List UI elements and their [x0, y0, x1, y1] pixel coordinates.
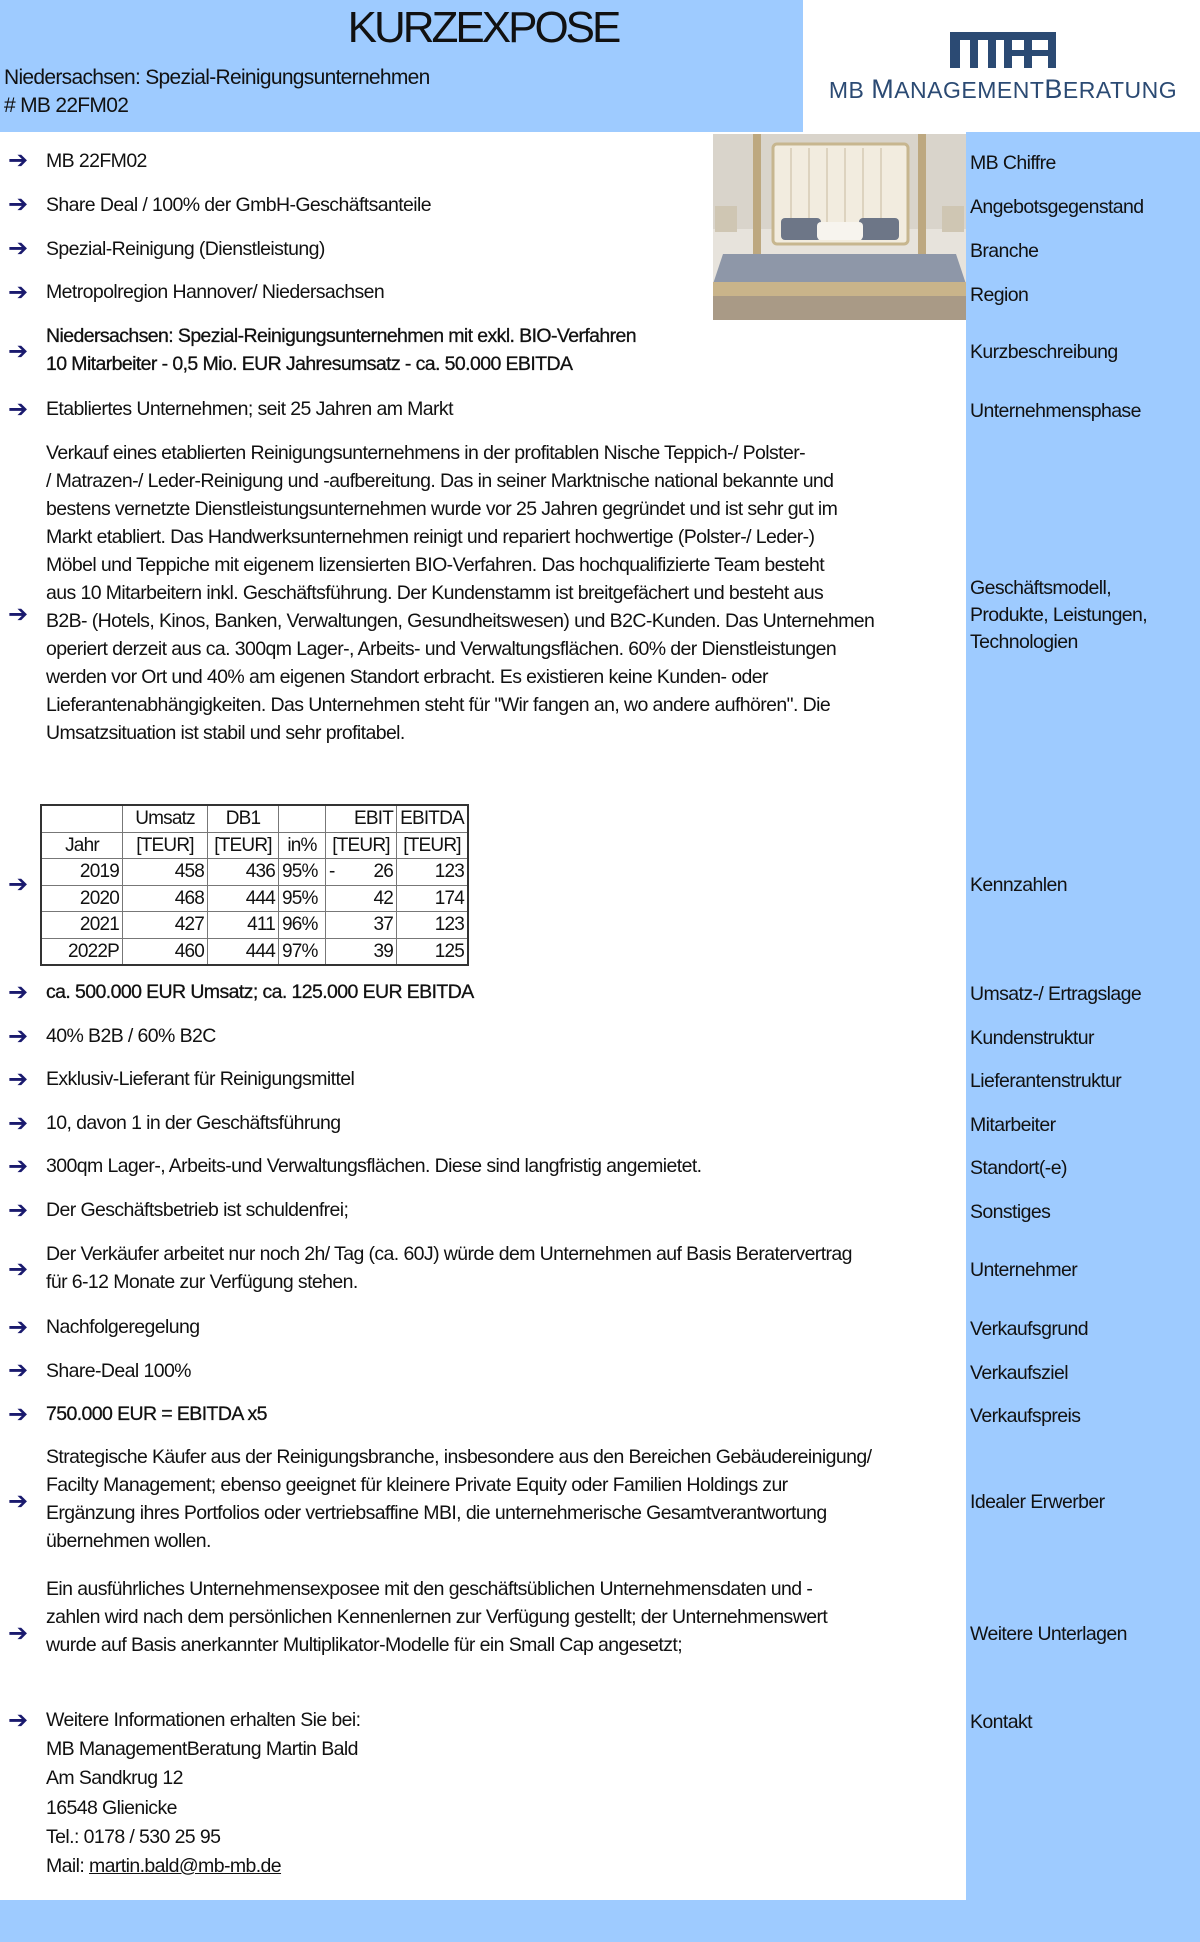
table-header-row: [41, 805, 468, 832]
financials-table: [40, 804, 469, 966]
chiffre-value: MB 22FM02: [46, 150, 147, 172]
modell-line: Markt etabliert. Das Handwerksunternehmen reinigt und repariert hochwertige (Polster-/ Leder-): [46, 526, 815, 548]
standort-value: 300qm Lager-, Arbeits-und Verwaltungsflächen. Diese sind langfristig angemietet.: [46, 1155, 702, 1177]
table-row: [41, 859, 468, 886]
unterlagen-line: wurde auf Basis anerkannter Multiplikator-Modelle für ein Small Cap angesetzt;: [46, 1634, 683, 1656]
mb-logo-icon: [948, 30, 1058, 70]
standort-label: Standort(-e): [970, 1157, 1067, 1179]
chiffre-heading: # MB 22FM02: [4, 94, 129, 117]
modell-label-line: Produkte, Leistungen,: [970, 604, 1148, 626]
modell-label-line: Geschäftsmodell,: [970, 577, 1112, 599]
modell-line: werden vor Ort und 40% am eigenen Standort erbracht. Es existieren keine Kunden- oder: [46, 666, 768, 688]
table-cell: 468: [123, 885, 208, 912]
modell-line: Möbel und Teppiche mit eigenem lizensierten BIO-Verfahren. Das hochqualifizierte Team besteht: [46, 554, 825, 576]
right-arrow-icon: ➔: [8, 279, 29, 306]
table-cell: 2021: [41, 912, 123, 939]
table-cell: 460: [123, 938, 208, 965]
grund-label: Verkaufsgrund: [970, 1318, 1088, 1340]
modell-line: Verkauf eines etablierten Reinigungsunternehmens in der profitablen Nische Teppich-/ Polster-: [46, 442, 805, 464]
logo-text-eratung: ERATUNG: [1062, 77, 1178, 103]
logo-text-mb: MB: [828, 77, 865, 103]
chiffre-label: MB Chiffre: [970, 152, 1056, 174]
preis-label: Verkaufspreis: [970, 1405, 1081, 1427]
right-arrow-icon: ➔: [8, 1314, 29, 1341]
modell-line: Lieferantenabhängigkeiten. Das Unternehmen steht für "Wir fangen an, wo andere aufhören". Die: [46, 694, 831, 716]
kontakt-block: [46, 1706, 360, 1881]
table-cell: 39: [326, 938, 397, 965]
bed-photo: [713, 134, 966, 320]
right-arrow-icon: ➔: [8, 396, 29, 423]
table-row: [41, 912, 468, 939]
table-cell: 96%: [279, 912, 326, 939]
right-arrow-icon: ➔: [8, 147, 29, 174]
kunden-label: Kundenstruktur: [970, 1027, 1094, 1049]
footer-band: [0, 1900, 1200, 1942]
modell-line: Umsatzsituation ist stabil und sehr profitabel.: [46, 722, 405, 744]
right-arrow-icon: ➔: [8, 338, 29, 365]
table-cell: 444: [208, 938, 279, 965]
kurz-value-line-1: Niedersachsen: Spezial-Reinigungsunternehmen mit exkl. BIO-Verfahren: [46, 325, 637, 347]
table-cell: 2020: [41, 885, 123, 912]
right-arrow-icon: ➔: [8, 1707, 29, 1734]
right-arrow-icon: ➔: [8, 1110, 29, 1137]
right-arrow-icon: ➔: [8, 1488, 29, 1515]
table-cell: 123: [397, 859, 469, 886]
table-cell: 2022P: [41, 938, 123, 965]
modell-line: aus 10 Mitarbeitern inkl. Geschäftsführung. Der Kundenstamm ist breitgefächert und besteht aus: [46, 582, 824, 604]
table-cell: 97%: [279, 938, 326, 965]
table-cell: 37: [326, 912, 397, 939]
table-cell: 411: [208, 912, 279, 939]
kontakt-line: Am Sandkrug 12: [46, 1767, 183, 1790]
logo-text-anagement: ANAGEMENT: [894, 77, 1045, 103]
right-arrow-icon: ➔: [8, 1153, 29, 1180]
angebot-label: Angebotsgegenstand: [970, 196, 1144, 218]
umsatz-value: ca. 500.000 EUR Umsatz; ca. 125.000 EUR EBITDA: [46, 981, 474, 1003]
lieferanten-label: Lieferantenstruktur: [970, 1070, 1122, 1092]
table-cell: 436: [208, 859, 279, 886]
logo-wordmark: [818, 74, 1188, 105]
logo-text-m: M: [871, 74, 895, 104]
lieferanten-value: Exklusiv-Lieferant für Reinigungsmittel: [46, 1068, 355, 1090]
ziel-label: Verkaufsziel: [970, 1362, 1068, 1384]
table-cell: [326, 859, 397, 886]
kontakt-line: Weitere Informationen erhalten Sie bei:: [46, 1709, 361, 1731]
modell-line: bestens vernetzte Dienstleistungsunternehmen wurde vor 25 Jahren gegründet und ist sehr gut im: [46, 498, 838, 520]
ziel-value: Share-Deal 100%: [46, 1360, 191, 1382]
table-header-cell: EBITDA: [397, 805, 469, 832]
right-arrow-icon: ➔: [8, 1620, 29, 1647]
table-cell: 458: [123, 859, 208, 886]
kontakt-label: Kontakt: [970, 1711, 1032, 1733]
table-cell: 95%: [279, 885, 326, 912]
email-link[interactable]: martin.bald@mb-mb.de: [89, 1855, 282, 1878]
erwerber-line: Strategische Käufer aus der Reinigungsbranche, insbesondere aus den Bereichen Gebäudereinigung/: [46, 1446, 872, 1468]
unterlagen-line: Ein ausführliches Unternehmensexposee mit den geschäftsüblichen Unternehmensdaten und -: [46, 1578, 813, 1600]
erwerber-label: Idealer Erwerber: [970, 1491, 1105, 1513]
table-header-cell: [41, 805, 123, 832]
table-row: [41, 938, 468, 965]
sonstiges-label: Sonstiges: [970, 1201, 1051, 1223]
right-arrow-icon: ➔: [8, 191, 29, 218]
unternehmer-label: Unternehmer: [970, 1259, 1078, 1281]
table-cell-value: 26: [373, 861, 393, 883]
branche-value: Spezial-Reinigung (Dienstleistung): [46, 238, 325, 260]
modell-line: operiert derzeit aus ca. 300qm Lager-, Arbeits- und Verwaltungsflächen. 60% der Dienstleistungen: [46, 638, 837, 660]
unterlagen-paragraph: [46, 1575, 827, 1659]
right-arrow-icon: ➔: [8, 1401, 29, 1428]
kennzahlen-label: Kennzahlen: [970, 874, 1068, 896]
table-header-cell: [TEUR]: [208, 832, 279, 859]
phase-value: Etabliertes Unternehmen; seit 25 Jahren am Markt: [46, 398, 453, 420]
mail-prefix: Mail:: [46, 1855, 89, 1878]
kurz-label: Kurzbeschreibung: [970, 341, 1118, 363]
unterlagen-label: Weitere Unterlagen: [970, 1623, 1127, 1645]
table-header-cell: [TEUR]: [326, 832, 397, 859]
right-arrow-icon: ➔: [8, 1256, 29, 1283]
mitarbeiter-label: Mitarbeiter: [970, 1114, 1056, 1136]
right-arrow-icon: ➔: [8, 1023, 29, 1050]
table-cell: 2019: [41, 859, 123, 886]
umsatz-label: Umsatz-/ Ertragslage: [970, 983, 1142, 1005]
right-arrow-icon: ➔: [8, 1357, 29, 1384]
table-header-cell: EBIT: [326, 805, 397, 832]
modell-label-line: Technologien: [970, 631, 1078, 653]
table-header-cell: [279, 805, 326, 832]
modell-line: / Matrazen-/ Leder-Reinigung und -aufbereitung. Das in seiner Marktnische national bekannte und: [46, 470, 834, 492]
table-cell: 95%: [279, 859, 326, 886]
phase-label: Unternehmensphase: [970, 400, 1141, 422]
branche-label: Branche: [970, 240, 1039, 262]
table-header-cell: [TEUR]: [397, 832, 469, 859]
region-value: Metropolregion Hannover/ Niedersachsen: [46, 281, 385, 303]
table-cell: 174: [397, 885, 469, 912]
kurz-value-line-2: 10 Mitarbeiter - 0,5 Mio. EUR Jahresumsatz - ca. 50.000 EBITDA: [46, 353, 573, 375]
table-cell: 444: [208, 885, 279, 912]
table-header-cell: in%: [279, 832, 326, 859]
table-cell-sign: -: [329, 861, 335, 883]
right-arrow-icon: ➔: [8, 871, 29, 898]
table-row: [41, 885, 468, 912]
kontakt-line: MB ManagementBeratung Martin Bald: [46, 1738, 358, 1761]
kontakt-line: 16548 Glienicke: [46, 1796, 177, 1819]
table-cell: 42: [326, 885, 397, 912]
logo-text-b: B: [1044, 74, 1063, 104]
grund-value: Nachfolgeregelung: [46, 1316, 200, 1338]
region-label: Region: [970, 284, 1029, 306]
company-logo: [818, 28, 1188, 108]
table-cell: 123: [397, 912, 469, 939]
erwerber-paragraph: [46, 1443, 871, 1555]
right-arrow-icon: ➔: [8, 1197, 29, 1224]
modell-paragraph: [46, 439, 874, 747]
preis-value: 750.000 EUR = EBITDA x5: [46, 1403, 267, 1425]
kontakt-mail-line: [46, 1852, 360, 1881]
erwerber-line: Ergänzung ihres Portfolios oder vertriebsaffine MBI, die unternehmerische Gesamtverantwortung: [46, 1502, 827, 1524]
table-header-cell: DB1: [208, 805, 279, 832]
angebot-value: Share Deal / 100% der GmbH-Geschäftsanteile: [46, 194, 431, 216]
right-arrow-icon: ➔: [8, 235, 29, 262]
table-header-cell: Jahr: [41, 832, 123, 859]
page-subtitle: Niedersachsen: Spezial-Reinigungsunternehmen: [4, 66, 430, 89]
modell-line: B2B- (Hotels, Kinos, Banken, Verwaltungen, Gesundheitswesen) und B2C-Kunden. Das Unternehmen: [46, 610, 875, 632]
unternehmer-value-line-1: Der Verkäufer arbeitet nur noch 2h/ Tag (ca. 60J) würde dem Unternehmen auf Basis Beratervertrag: [46, 1243, 852, 1265]
unternehmer-value-line-2: für 6-12 Monate zur Verfügung stehen.: [46, 1271, 358, 1293]
modell-label: [970, 575, 1147, 656]
kontakt-line: Tel.: 0178 / 530 25 95: [46, 1825, 221, 1848]
erwerber-line: Facilty Management; ebenso geeignet für kleinere Private Equity oder Familien Holdings zur: [46, 1474, 788, 1496]
table-cell: 125: [397, 938, 469, 965]
table-header-row: [41, 832, 468, 859]
right-arrow-icon: ➔: [8, 979, 29, 1006]
table-header-cell: Umsatz: [123, 805, 208, 832]
table-header-cell: [TEUR]: [123, 832, 208, 859]
page-title: KURZEXPOSE: [347, 3, 619, 52]
mitarbeiter-value: 10, davon 1 in der Geschäftsführung: [46, 1112, 341, 1134]
kunden-value: 40% B2B / 60% B2C: [46, 1025, 216, 1047]
unterlagen-line: zahlen wird nach dem persönlichen Kennenlernen zur Verfügung gestellt; der Unternehmenswert: [46, 1606, 828, 1628]
erwerber-line: übernehmen wollen.: [46, 1530, 211, 1552]
right-arrow-icon: ➔: [8, 601, 29, 628]
sonstiges-value: Der Geschäftsbetrieb ist schuldenfrei;: [46, 1199, 349, 1221]
table-cell: 427: [123, 912, 208, 939]
right-arrow-icon: ➔: [8, 1066, 29, 1093]
